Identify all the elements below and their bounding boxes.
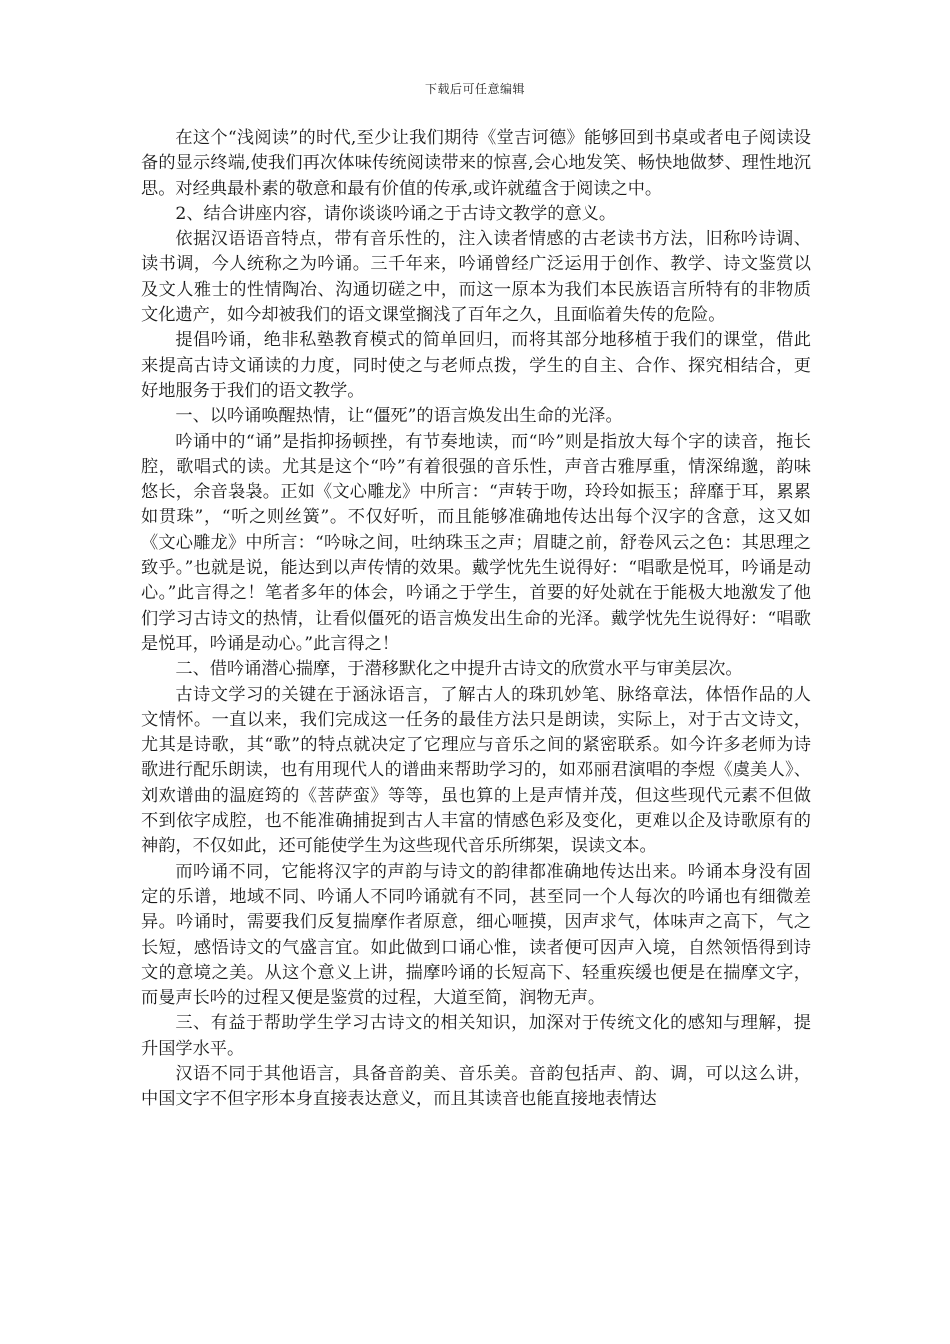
- paragraph-advocacy: 提倡吟诵，绝非私塾教育模式的简单回归，而将其部分地移植于我们的课堂，借此来提高古诗文诵读的力度，同时使之与老师点拨，学生的自主、合作、探究相结合，更好地服务于我们的语文教学。: [141, 330, 811, 401]
- paragraph-section-2-body-a: 古诗文学习的关键在于涵泳语言，了解古人的珠玑妙笔、脉络章法，体悟作品的人文情怀。一直以来，我们完成这一任务的最佳方法只是朗读，实际上，对于古文诗文，尤其是诗歌，其“歌”的特点就决定了它理应与音乐之间的紧密联系。如今许多老师为诗歌进行配乐朗读，也有用现代人的谱曲来帮助学习的，如邓丽君演唱的李煜《虞美人》、刘欢谱曲的温庭筠的《菩萨蛮》等等，虽也算的上是声情并茂，但这些现代元素不但做不到依字成腔，也不能准确捕捉到古人丰富的情感色彩及变化，更难以企及诗歌原有的神韵，不仅如此，还可能使学生为这些现代音乐所绑架，误读文本。: [141, 684, 811, 857]
- section-heading-2: 二、借吟诵潜心揣摩，于潜移默化之中提升古诗文的欣赏水平与审美层次。: [175, 659, 743, 680]
- paragraph-recitation-definition: 依据汉语语音特点，带有音乐性的，注入读者情感的古老读书方法，旧称吟诗调、读书调，今人统称之为吟诵。三千年来，吟诵曾经广泛运用于创作、教学、诗文鉴赏以及文人雅士的性情陶冶、沟通切磋之中，而这一原本为我们本民族语言所特有的非物质文化遗产，如今却被我们的语文课堂搁浅了百年之久，且面临着失传的危险。: [141, 229, 811, 326]
- paragraph-question-2: 2、结合讲座内容，请你谈谈吟诵之于古诗文教学的意义。: [175, 203, 617, 224]
- paragraph-section-1-body: 吟诵中的“诵”是指抑扬顿挫，有节奏地读，而“吟”则是指放大每个字的读音，拖长腔，歌唱式的读。尤其是这个“吟”有着很强的音乐性，声音古雅厚重，情深绵邈，韵味悠长，余音袅袅。正如《文心雕龙》中所言：“声转于吻，玲玲如振玉；辞靡于耳，累累如贯珠”，“听之则丝簧”。不仅好听，而且能够准确地传达出每个汉字的含意，这又如《文心雕龙》中所言：“吟咏之间，吐纳珠玉之声；眉睫之前，舒卷风云之色：其思理之致乎。”也就是说，能达到以声传情的效果。戴学忱先生说得好：“唱歌是悦耳，吟诵是动心。”此言得之！笔者多年的体会，吟诵之于学生，首要的好处就在于能极大地激发了他们学习古诗文的热情，让看似僵死的语言焕发出生命的光泽。戴学忱先生说得好：“唱歌是悦耳，吟诵是动心。”此言得之！: [141, 431, 811, 654]
- paragraph-section-2-body-b: 而吟诵不同，它能将汉字的声韵与诗文的韵律都准确地传达出来。吟诵本身没有固定的乐谱，地域不同、吟诵人不同吟诵就有不同，甚至同一个人每次的吟诵也有细微差异。吟诵时，需要我们反复揣摩作者原意，细心咂摸，因声求气，体味声之高下，气之长短，感悟诗文的气盛言宜。如此做到口诵心惟，读者便可因声入境，自然领悟得到诗文的意境之美。从这个意义上讲，揣摩吟诵的长短高下、轻重疾缓也便是在揣摩文字，而曼声长吟的过程又便是鉴赏的过程，大道至简，润物无声。: [141, 861, 811, 1009]
- page-header-note: 下载后可任意编辑: [424, 82, 525, 96]
- body-text: [141, 126, 811, 1113]
- paragraph-reading-reflection: 在这个“浅阅读”的时代,至少让我们期待《堂吉诃德》能够回到书桌或者电子阅读设备的显示终端,使我们再次体味传统阅读带来的惊喜,会心地发笑、畅快地做梦、理性地沉思。对经典最朴素的敬意和最有价值的传承,或许就蕴含于阅读之中。: [141, 128, 811, 199]
- section-heading-3: 三、有益于帮助学生学习古诗文的相关知识，加深对于传统文化的感知与理解，提升国学水平。: [141, 1013, 811, 1059]
- section-heading-1: 一、以吟诵唤醒热情，让“僵死”的语言焕发出生命的光泽。: [175, 406, 623, 427]
- paragraph-section-3-body: 汉语不同于其他语言，具备音韵美、音乐美。音韵包括声、韵、调，可以这么讲，中国文字不但字形本身直接表达意义，而且其读音也能直接地表情达: [141, 1063, 811, 1110]
